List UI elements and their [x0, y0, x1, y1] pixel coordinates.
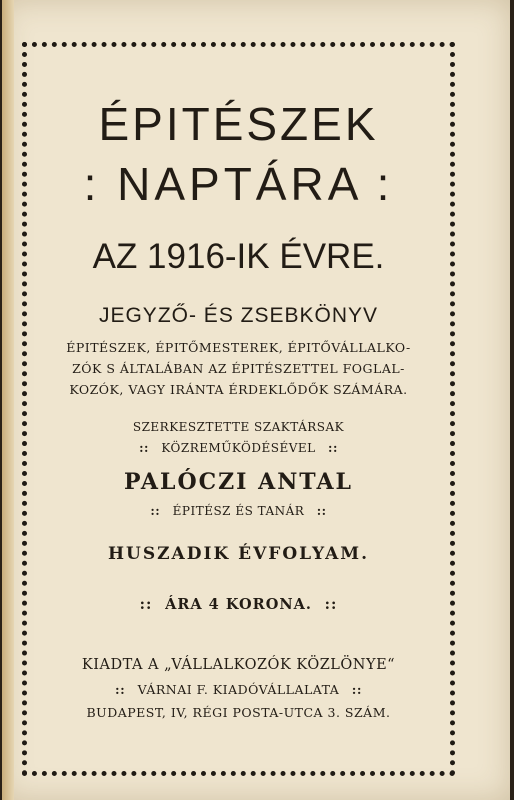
- price-line: [27, 596, 450, 613]
- edited-by-text: KÖZREMŰKÖDÉSÉVEL: [161, 441, 316, 455]
- author-name: PALÓCZI ANTAL: [123, 469, 354, 495]
- edited-by-line-2: [27, 441, 450, 455]
- title-line-2: : NAPTÁRA :: [83, 158, 394, 210]
- separator-mark: ::: [139, 596, 153, 613]
- description-line: ÉPITÉSZEK, ÉPITŐMESTEREK, ÉPITŐVÁLLALKO-: [66, 340, 411, 355]
- separator-mark: ::: [351, 682, 362, 697]
- separator-mark: ::: [328, 441, 338, 455]
- title-line-1: ÉPITÉSZEK: [98, 98, 379, 150]
- book-spine-edge: [2, 0, 14, 800]
- separator-mark: ::: [150, 504, 161, 518]
- publisher-address: BUDAPEST, IV, RÉGI POSTA-UTCA 3. SZÁM.: [86, 705, 391, 720]
- subtitle: JEGYZŐ- ÉS ZSEBKÖNYV: [98, 304, 379, 327]
- year-line: AZ 1916-IK ÉVRE.: [92, 237, 385, 276]
- edited-by-line-1: SZERKESZTETTE SZAKTÁRSAK: [132, 420, 345, 434]
- separator-mark: ::: [139, 441, 149, 455]
- author-role-line: [27, 504, 450, 518]
- publisher-line-2: [27, 682, 450, 697]
- description-line: ZÓK S ÁLTALÁBAN AZ ÉPITÉSZETTEL FOGLAL-: [72, 361, 405, 376]
- title-page: [2, 0, 510, 800]
- separator-mark: ::: [115, 682, 126, 697]
- description: [27, 337, 450, 400]
- edition-line: HUSZADIK ÉVFOLYAM.: [107, 544, 370, 564]
- publisher-line-1: KIADTA A „VÁLLALKOZÓK KÖZLÖNYE“: [81, 657, 396, 673]
- separator-mark: ::: [316, 504, 327, 518]
- publisher-name: VÁRNAI F. KIADÓVÁLLALATA: [137, 682, 340, 697]
- description-line: KOZÓK, VAGY IRÁNTA ÉRDEKLŐDŐK SZÁMÁRA.: [69, 382, 408, 397]
- price-text: ÁRA 4 KORONA.: [165, 596, 312, 613]
- title-page-content: [27, 47, 450, 771]
- author-role: ÉPITÉSZ ÉS TANÁR: [172, 504, 305, 518]
- separator-mark: ::: [324, 596, 338, 613]
- dotted-border-frame: [22, 42, 455, 776]
